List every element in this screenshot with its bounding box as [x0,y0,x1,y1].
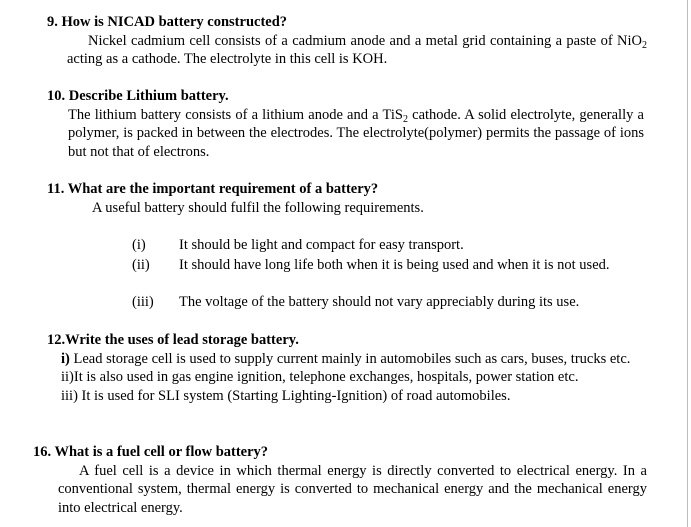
answer-16: A fuel cell is a device in which thermal energy is directly converted to electrical energy. In a conventional system, thermal energy is converted to mechanical energy and the mechanical energy into electrical energy. [58,462,647,516]
section-q10 [47,87,644,161]
requirement-number: (ii) [132,257,150,273]
section-q16 [33,443,647,517]
question-12: 12.Write the uses of lead storage battery. [47,332,299,348]
use-text: It is used for SLI system (Starting Lighting-Ignition) of road automobiles. [77,387,511,404]
question-10: 10. Describe Lithium battery. [47,88,229,104]
use-text: Lead storage cell is used to supply current mainly in automobiles such as cars, buses, trucks etc. [69,350,631,367]
use-item-3 [61,387,647,406]
section-q12 [47,331,647,405]
requirement-text: It should be light and compact for easy transport. [179,237,464,253]
answer-9-subscript: 2 [642,39,647,51]
section-q11 [47,180,647,217]
page-edge-rule [687,0,688,527]
requirement-number: (iii) [132,294,154,310]
use-item-2 [61,368,647,387]
answer-10-part2: cathode. A solid electrolyte, generally a polymer, is packed in between the electrodes. The electrolyte(polymer) permits the passage of ions but not that of electrons. [68,106,644,160]
use-marker: ii) [61,369,74,385]
use-marker: iii) [61,387,78,404]
requirement-number: (i) [132,237,146,253]
question-16: 16. What is a fuel cell or flow battery? [33,444,269,460]
requirement-text: The voltage of the battery should not vary appreciably during its use. [179,294,580,310]
answer-10-part1: The lithium battery consists of a lithium anode and a TiS [68,106,403,123]
section-q9 [47,13,647,69]
requirement-text: It should have long life both when it is being used and when it is not used. [179,257,610,273]
use-item-1 [61,350,647,369]
answer-9-part1: Nickel cadmium cell consists of a cadmium anode and a metal grid containing a paste of NiO [88,32,642,49]
use-marker: i) [61,350,70,367]
answer-11-intro: A useful battery should fulfil the following requirements. [92,199,424,216]
question-11: 11. What are the important requirement of a battery? [47,181,379,197]
answer-9 [67,32,647,69]
question-9: 9. How is NICAD battery constructed? [47,14,288,30]
answer-10-subscript: 2 [402,113,408,125]
answer-9-part2: acting as a cathode. The electrolyte in this cell is KOH. [67,51,388,67]
use-text: It is also used in gas engine ignition, telephone exchanges, hospitals, power station etc. [73,369,579,385]
answer-10 [68,106,644,162]
